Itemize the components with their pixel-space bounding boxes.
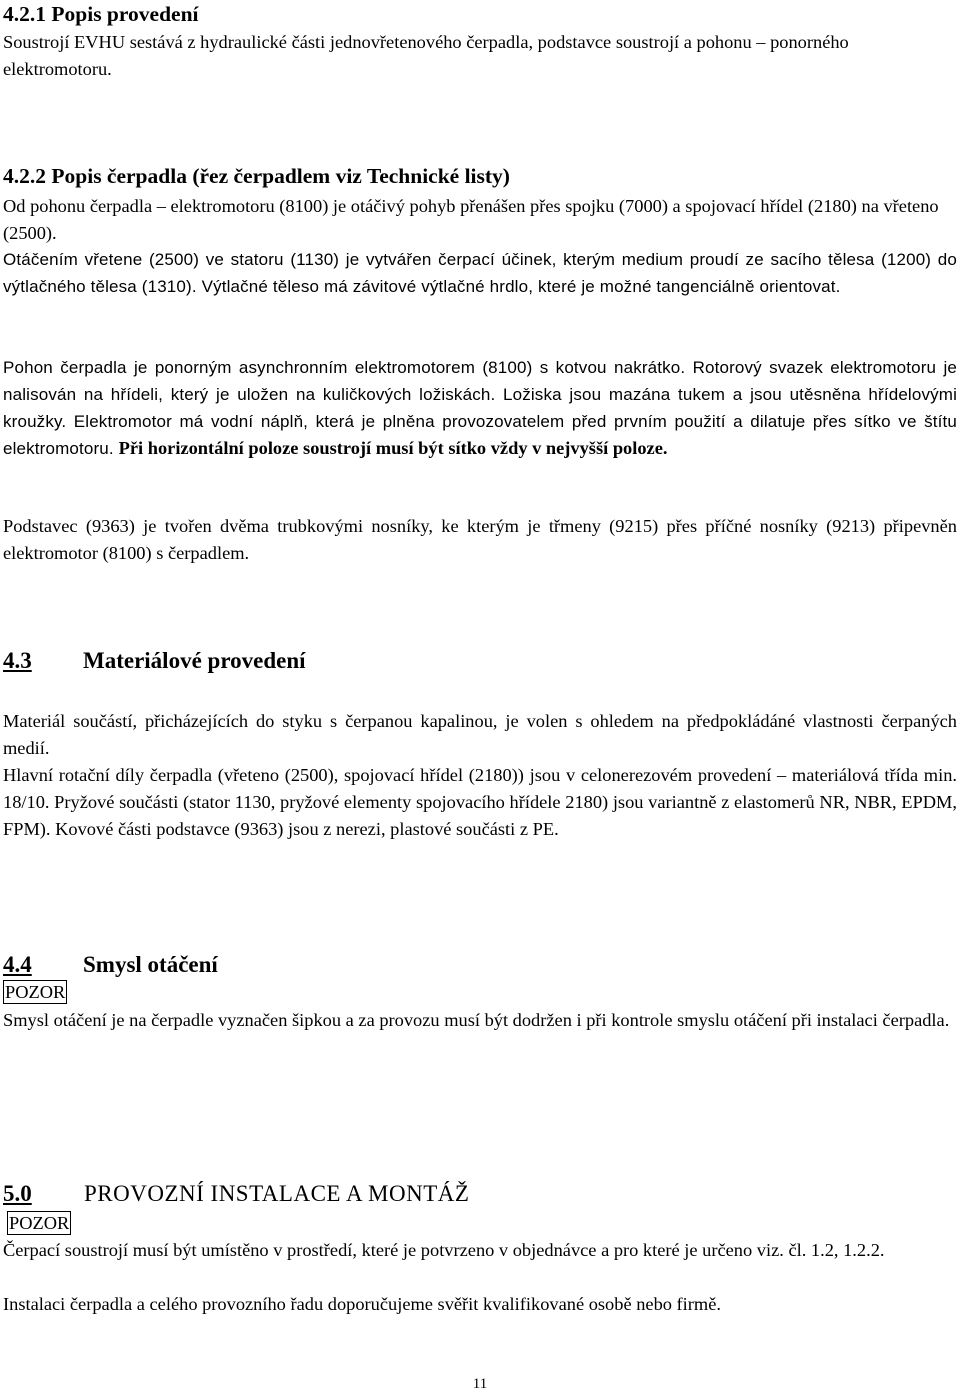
section-4-4-paragraph-1: Smysl otáčení je na čerpadle vyznačen šipkou a za provozu musí být dodržen i při kontrole smyslu otáčení při instalaci čerpadla. xyxy=(3,1010,950,1030)
page-number: 11 xyxy=(472,1376,488,1392)
section-4-2-2-paragraph-1: Od pohonu čerpadla – elektromotoru (8100) je otáčivý pohyb přenášen přes spojku (7000) a spojovací hřídel (2180) na vřeteno (2500). xyxy=(3,196,939,243)
paragraph-2-part-b: Výtlačné těleso má závitové výtlačné hrdlo, které je možné tangenciálně orientovat. xyxy=(196,277,841,296)
section-5-0-title: PROVOZNÍ INSTALACE A MONTÁŽ xyxy=(84,1181,470,1206)
section-4-4-number: 4.4 xyxy=(3,952,32,977)
section-4-2-1-text: Soustrojí EVHU sestává z hydraulické části jednovřetenového čerpadla, podstavce soustrojí a pohonu – ponorného elektromotoru. xyxy=(3,32,849,79)
warning-badge: POZOR xyxy=(5,982,66,1002)
paragraph-2-part-a: Otáčením vřetene (2500) ve statoru (1130) je vytvářen čerpací účinek, kterým medium proudí ze sacího tělesa (1200) do výtlačného tělesa (1310). xyxy=(3,250,957,296)
section-4-3-number: 4.3 xyxy=(3,648,32,673)
section-5-0-heading xyxy=(3,1179,957,1209)
section-4-3-paragraph-2: Hlavní rotační díly čerpadla (vřeteno (2500), spojovací hřídel (2180)) jsou v celonerezovém provedení – materiálová třída min. 18/10. Pryžové součásti (stator 1130, pryžové elementy spojovacího hřídele 2180) jsou variantně z elastomerů NR, NBR, EPDM, FPM). Kovové části podstavce (9363) jsou z nerezi, plastové součásti z PE. xyxy=(3,765,957,839)
section-4-2-2-paragraph-2 xyxy=(3,246,957,300)
section-4-2-1-heading: 4.2.1 Popis provedení xyxy=(3,2,199,26)
section-4-3-paragraph-1: Materiál součástí, přicházejících do styku s čerpanou kapalinou, je volen s ohledem na předpokládáné vlastnosti čerpaných medií. xyxy=(3,711,957,758)
section-5-0-warning-row xyxy=(7,1211,957,1235)
section-5-0-paragraph-1: Čerpací soustrojí musí být umístěno v prostředí, které je potvrzeno v objednávce a pro které je určeno viz. čl. 1.2, 1.2.2. xyxy=(3,1240,885,1260)
paragraph-3-text: Pohon čerpadla je ponorným asynchronním elektromotorem (8100) s kotvou nakrátko. Rotorový svazek elektromotoru je nalisován na hřídeli, který je uložen na kuličkových ložiskách. Ložiska jsou mazána tukem a jsou utěsněna hřídelovými kroužky. Elektromotor má vodní náplň, která je plněna provozovatelem před prvním použití a dilatuje přes sítko ve štítu elektromotoru. xyxy=(3,358,957,458)
section-4-4-heading xyxy=(3,950,957,980)
paragraph-3-bold-warning: Při horizontální poloze soustrojí musí být sítko vždy v nejvyšší poloze. xyxy=(118,438,668,458)
section-4-3-title: Materiálové provedení xyxy=(83,648,306,673)
section-4-4-warning-row xyxy=(3,980,957,1004)
section-4-2-2-paragraph-4: Podstavec (9363) je tvořen dvěma trubkovými nosníky, ke kterým je třmeny (9215) přes příčné nosníky (9213) připevněn elektromotor (8100) s čerpadlem. xyxy=(3,516,957,563)
section-4-2-2-paragraph-3 xyxy=(3,354,957,462)
section-4-2-2-heading: 4.2.2 Popis čerpadla (řez čerpadlem viz Technické listy) xyxy=(3,164,510,188)
section-5-0-paragraph-2: Instalaci čerpadla a celého provozního řadu doporučujeme svěřit kvalifikované osobě nebo firmě. xyxy=(3,1294,721,1314)
section-5-0-number: 5.0 xyxy=(3,1181,32,1206)
warning-badge: POZOR xyxy=(9,1213,70,1233)
section-4-4-title: Smysl otáčení xyxy=(83,952,218,977)
section-4-3-heading xyxy=(3,646,957,676)
